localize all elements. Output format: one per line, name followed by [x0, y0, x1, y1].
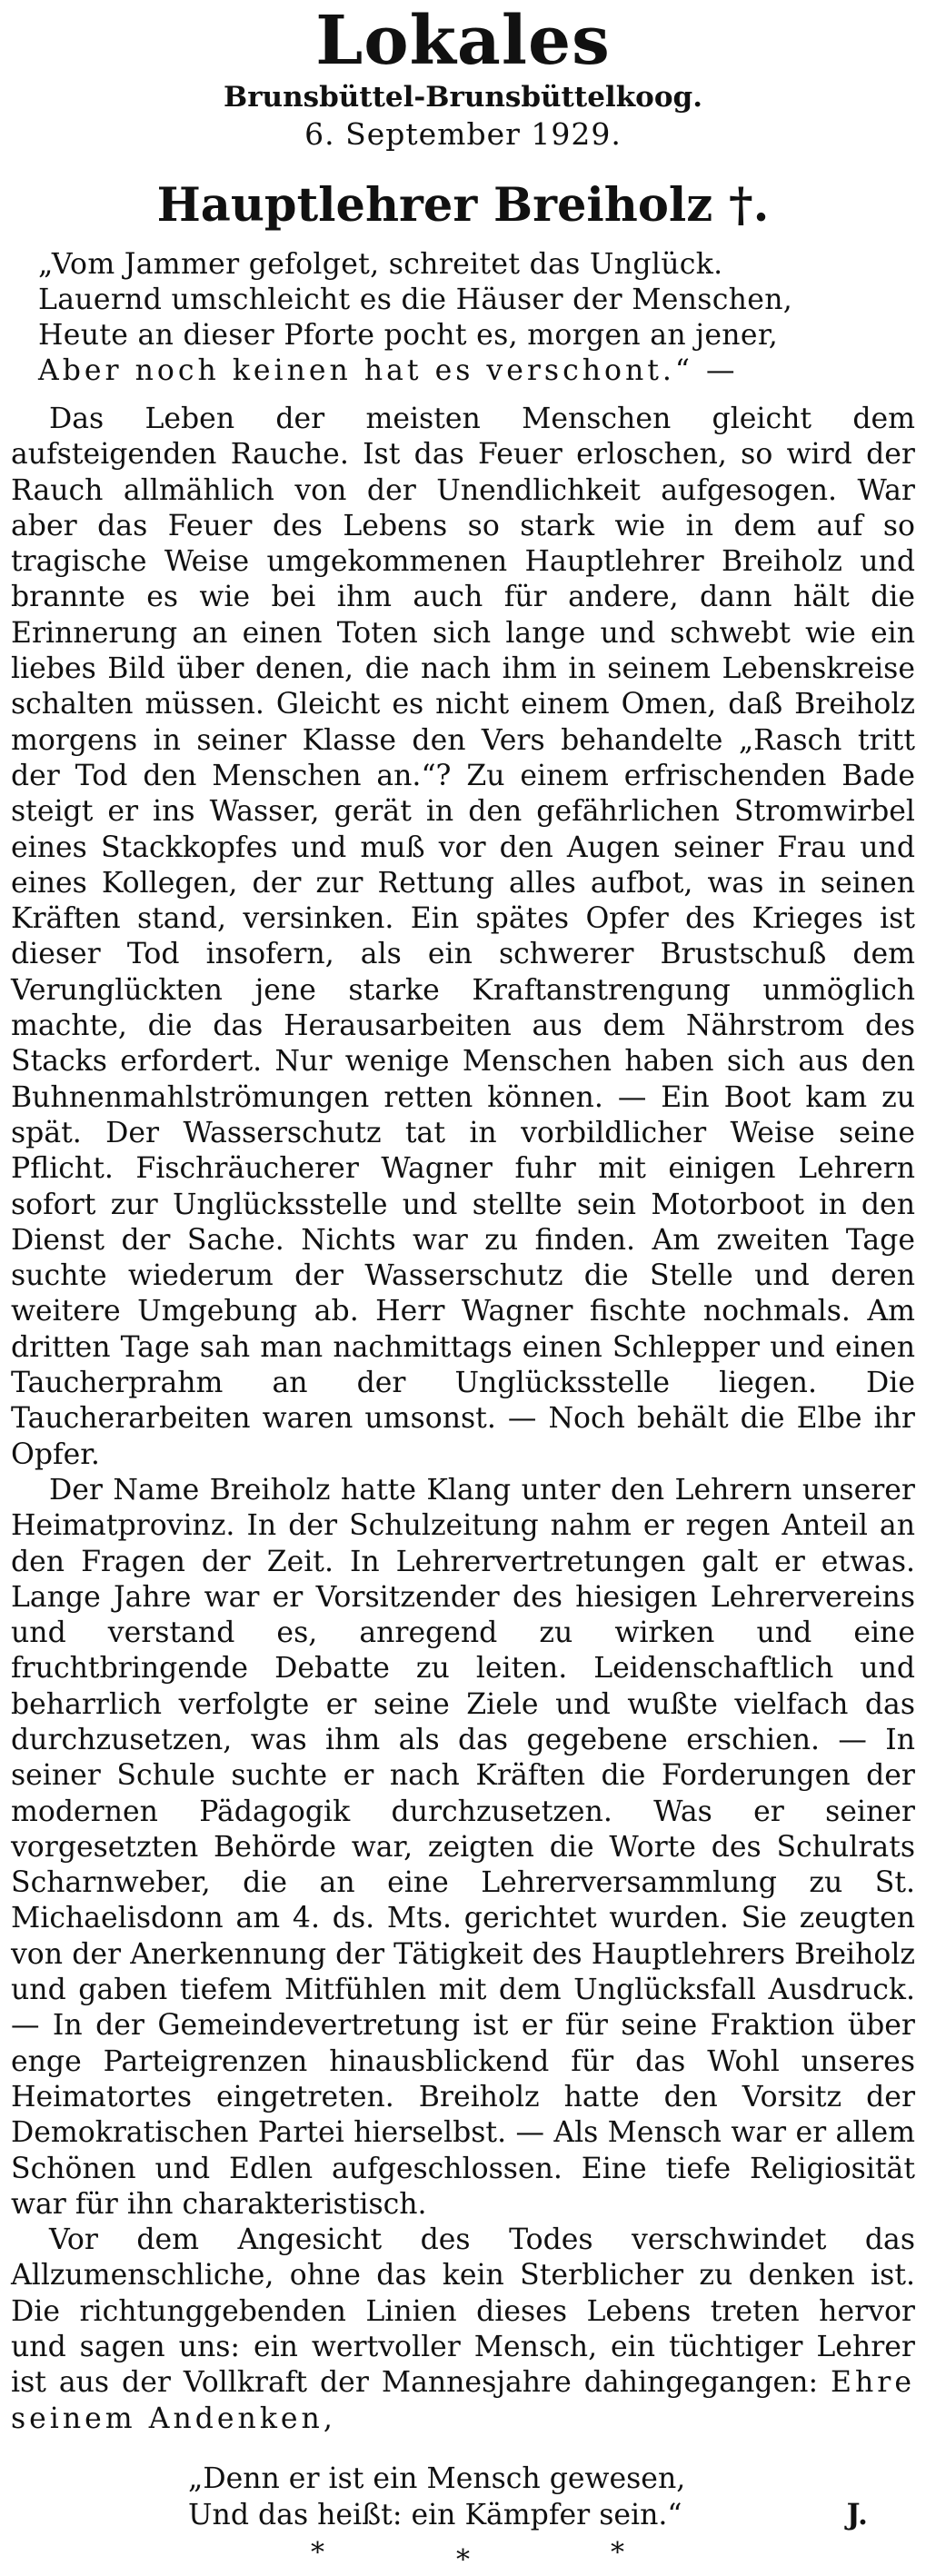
end-separator: [11, 2536, 915, 2576]
closing-paragraph: [11, 2223, 915, 2437]
article-body: [11, 402, 915, 2437]
article-paragraph-2: Der Name Breiholz hatte Klang unter den Lehrern unserer Heimatprovinz. In der Schulzeitung nahm er regen Anteil an den Fragen der Zeit. In Lehrervertretungen galt er etwas. Lange Jahre war er Vorsitzender des hiesigen Lehrervereins und verstand es, anregend zu wirken und eine fruchtbringende Debatte zu leiten. Leidenschaftlich und beharrlich verfolgte er seine Ziele und wußte vielfach das durchzusetzen, was ihm als das gegebene erschien. — In seiner Schule suchte er nach Kräften die Forderungen der modernen Pädagogik durchzusetzen. Was er seiner vorgesetzten Behörde war, zeigten die Worte des Schulrats Scharnweber, die an eine Lehrerversammlung zu St. Michaelisdonn am 4. ds. Mts. gerichtet wurden. Sie zeugten von der Anerkennung der Tätigkeit des Hauptlehrers Breiholz und gaben tiefem Mitfühlen mit dem Unglücksfall Ausdruck. — In der Gemeindevertretung ist er für seine Fraktion über enge Parteigrenzen hinausblickend für das Wohl unseres Heimatortes eingetreten. Breiholz hatte den Vorsitz der Demokratischen Partei hierselbst. — Als Mensch war er allem Schönen und Edlen aufgeschlossen. Eine tiefe Religiosität war für ihn charakteristisch.: [11, 1473, 915, 2221]
section-title: Lokales: [315, 2, 611, 80]
author-signature: J.: [846, 2497, 868, 2531]
separator-star: *: [456, 2543, 470, 2576]
closing-verse: [188, 2461, 915, 2533]
closing-paragraph-text: Vor dem Angesicht des Todes verschwindet das Allzumenschliche, ohne das kein Sterblicher zu denken ist. Die richtunggebenden Linien dieses Lebens treten hervor und sagen uns: ein wertvoller Mensch, ein tüchtiger Lehrer ist aus der Vollkraft der Mannesjahre dahingegangen:: [11, 2223, 915, 2400]
article-headline: Hauptlehrer Breiholz †.: [156, 178, 770, 233]
motto-line: „Vom Jammer gefolget, schreitet das Unglück.: [38, 248, 723, 281]
separator-star: *: [611, 2536, 624, 2569]
opening-motto: [38, 247, 915, 389]
verse-line: Und das heißt: ein Kämpfer sein.“: [188, 2498, 682, 2531]
masthead: [11, 0, 915, 154]
location-line: Brunsbüttel-Brunsbüttelkoog.: [224, 81, 702, 114]
motto-line-spaced: Aber noch keinen hat es verschont.“ —: [38, 354, 739, 387]
verse-line: „Denn er ist ein Mensch gewesen,: [188, 2462, 686, 2495]
motto-line: Lauernd umschleicht es die Häuser der Menschen,: [38, 283, 793, 316]
motto-line: Heute an dieser Pforte pocht es, morgen an jener,: [38, 319, 779, 352]
article-paragraph-1: Das Leben der meisten Menschen gleicht dem aufsteigenden Rauche. Ist das Feuer erloschen, so wird der Rauch allmählich von der Unendlichkeit aufgesogen. War aber das Feuer des Lebens so stark wie in dem auf so tragische Weise umgekommenen Hauptlehrer Breiholz und brannte es wie bei ihm auch für andere, dann hält die Erinnerung an einen Toten sich lange und schwebt wie ein liebes Bild über denen, die nach ihm in seinem Lebenskreise schalten müssen. Gleicht es nicht einem Omen, daß Breiholz morgens in seiner Klasse den Vers behandelte „Rasch tritt der Tod den Menschen an.“? Zu einem erfrischenden Bade steigt er ins Wasser, gerät in den gefährlichen Stromwirbel eines Stackkopfes und muß vor den Augen seiner Frau und eines Kollegen, der zur Rettung alles aufbot, was in seinen Kräften stand, versinken. Ein spätes Opfer des Krieges ist dieser Tod insofern, als ein schwerer Brustschuß dem Verunglückten jene starke Kraftanstrengung unmöglich machte, die das Herausarbeiten aus dem Nährstrom des Stacks erfordert. Nur wenige Menschen haben sich aus den Buhnenmahlströmungen retten können. — Ein Boot kam zu spät. Der Wasserschutz tat in vorbildlicher Weise seine Pflicht. Fischräucherer Wagner fuhr mit einigen Lehrern sofort zur Unglücksstelle und stellte sein Motorboot in den Dienst der Sache. Nichts war zu finden. Am zweiten Tage suchte wiederum der Wasserschutz die Stelle und deren weitere Umgebung ab. Herr Wagner fischte nochmals. Am dritten Tage sah man nachmittags einen Schlepper und einen Taucherprahm an der Unglücksstelle liegen. Die Taucherarbeiten waren umsonst. — Noch behält die Elbe ihr Opfer.: [11, 403, 915, 1471]
separator-star: *: [311, 2536, 324, 2569]
closing-spaced-text: Ehre seinem Andenken,: [11, 2366, 915, 2435]
date-line: 6. September 1929.: [304, 116, 622, 152]
